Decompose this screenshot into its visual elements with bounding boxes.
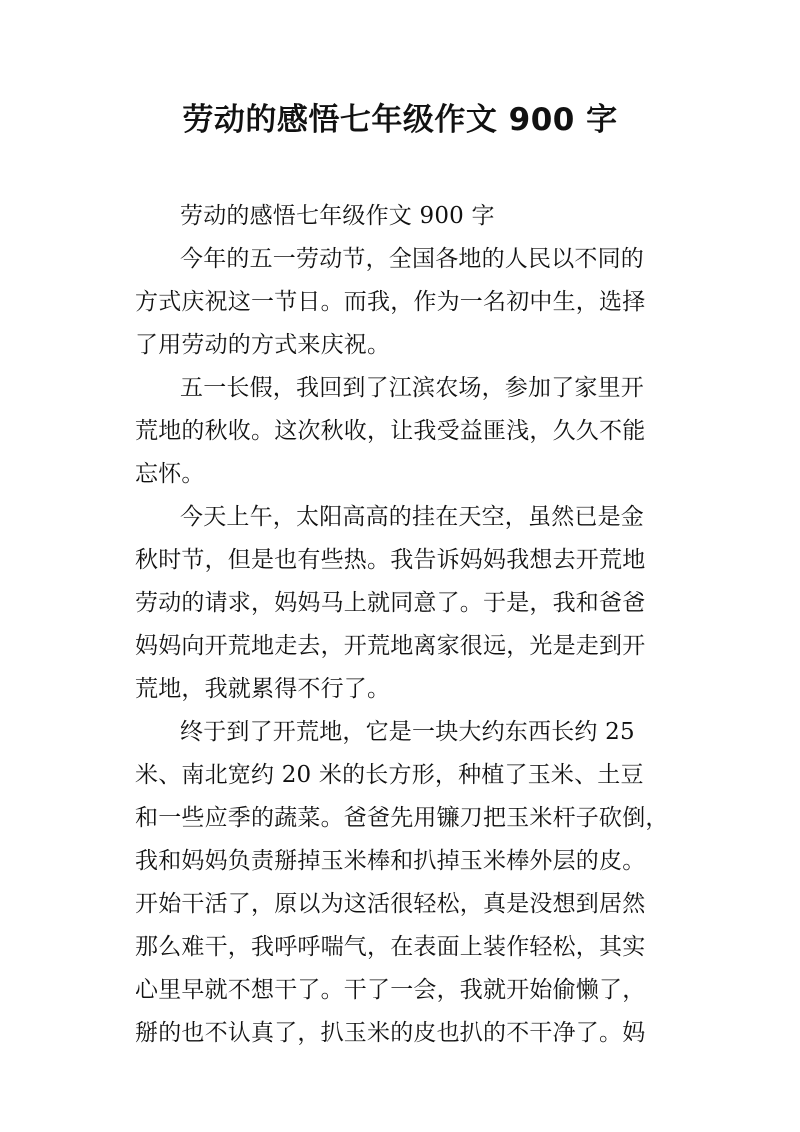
subtitle-line: 劳动的感悟七年级作文 900 字: [180, 203, 495, 229]
paragraph-4-line-2: 米、南北宽约 20 米的长方形，种植了玉米、土豆: [135, 762, 644, 788]
paragraph-2-line-3: 忘怀。: [135, 461, 205, 487]
paragraph-1-line-2: 方式庆祝这一节日。而我，作为一名初中生，选择: [135, 289, 646, 315]
paragraph-3-line-3: 劳动的请求，妈妈马上就同意了。于是，我和爸爸: [135, 590, 646, 616]
paragraph-1-line-3: 了用劳动的方式来庆祝。: [135, 332, 391, 358]
paragraph-4-line-5: 开始干活了，原以为这活很轻松，真是没想到居然: [135, 891, 646, 917]
paragraph-4-line-4: 我和妈妈负责掰掉玉米棒和扒掉玉米棒外层的皮。: [135, 848, 646, 874]
paragraph-2-line-1: 五一长假，我回到了江滨农场，参加了家里开: [180, 375, 644, 401]
paragraph-4-line-8: 掰的也不认真了，扒玉米的皮也扒的不干净了。妈: [135, 1020, 646, 1046]
paragraph-1-line-1: 今年的五一劳动节，全国各地的人民以不同的: [180, 246, 644, 272]
paragraph-3-line-4: 妈妈向开荒地走去，开荒地离家很远，光是走到开: [135, 633, 646, 659]
paragraph-3-line-2: 秋时节，但是也有些热。我告诉妈妈我想去开荒地: [135, 547, 646, 573]
paragraph-4-line-7: 心里早就不想干了。干了一会，我就开始偷懒了，: [135, 977, 646, 1003]
paragraph-2-line-2: 荒地的秋收。这次秋收，让我受益匪浅，久久不能: [135, 418, 646, 444]
document-title: 劳动的感悟七年级作文 900 字: [182, 102, 618, 138]
paragraph-4-line-6: 那么难干，我呼呼喘气，在表面上装作轻松，其实: [135, 934, 646, 960]
paragraph-4-line-3: 和一些应季的蔬菜。爸爸先用镰刀把玉米杆子砍倒，: [135, 805, 669, 831]
paragraph-3-line-1: 今天上午，太阳高高的挂在天空，虽然已是金: [180, 504, 644, 530]
paragraph-3-line-5: 荒地，我就累得不行了。: [135, 676, 391, 702]
paragraph-4-line-1: 终于到了开荒地，它是一块大约东西长约 25: [180, 719, 635, 745]
